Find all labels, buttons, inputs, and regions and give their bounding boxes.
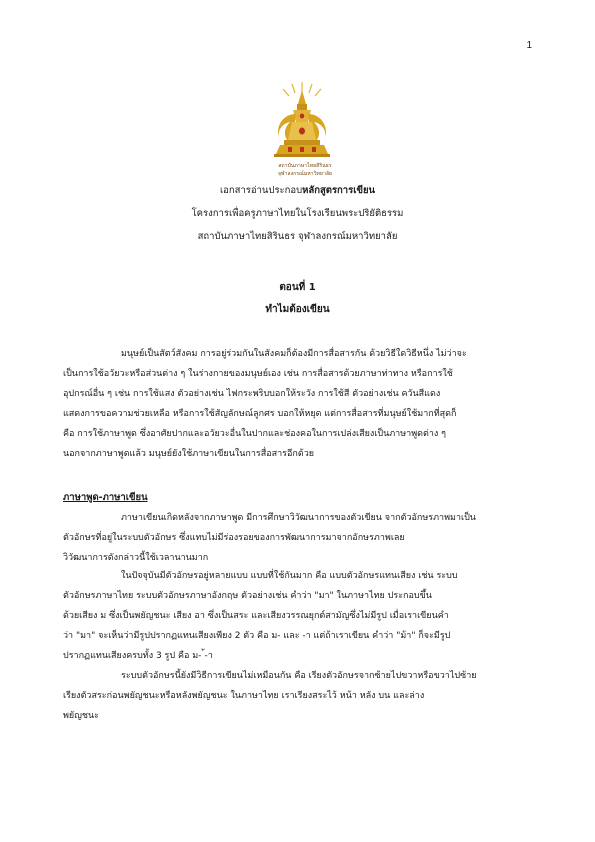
chapter-number: ตอนที่ 1 bbox=[279, 282, 316, 293]
section-heading: ภาษาพูด-ภาษาเขียน bbox=[63, 492, 148, 503]
intro-paragraph bbox=[63, 344, 533, 464]
header-line2: โครงการเพื่อครูภาษาไทยในโรงเรียนพระปริยัติธรรม bbox=[191, 208, 404, 219]
text-line: นอกจากภาษาพูดแล้ว มนุษย์ยังใช้ภาษาเขียนในการสื่อสารอีกด้วย bbox=[63, 449, 315, 459]
chapter-title: ทำไมต้องเขียน bbox=[265, 304, 330, 315]
text-line: วิวัฒนาการดังกล่าวนี้ใช้เวลานานมาก bbox=[63, 553, 209, 563]
text-line: ด้วยเสียง ม ซึ่งเป็นพยัญชนะ เสียง อา ซึ่งเป็นสระ และเสียงวรรณยุกต์สามัญซึ่งไม่มีรูป เมื่อเราเขียนคำ bbox=[63, 611, 449, 621]
text-line: ปรากฏแทนเสียงครบทั้ง 3 รูป คือ ม- ้-า bbox=[63, 651, 213, 661]
page-number: 1 bbox=[526, 40, 532, 51]
text-line: เป็นการใช้อวัยวะหรือส่วนต่าง ๆ ในร่างกายของมนุษย์เอง เช่น การสื่อสารด้วยภาษาท่าทาง หรือการใช้ bbox=[63, 369, 453, 379]
text-line: ระบบตัวอักษรนี้ยังมีวิธีการเขียนไม่เหมือนกัน คือ เรียงตัวอักษรจากซ้ายไปขวาหรือขวาไปซ้าย bbox=[121, 671, 477, 681]
header-line3: สถาบันภาษาไทยสิรินธร จุฬาลงกรณ์มหาวิทยาลัย bbox=[197, 231, 398, 242]
logo-text-line1: สถาบันภาษาไทยสิรินธร bbox=[278, 163, 332, 169]
section-paragraph-3 bbox=[63, 666, 533, 726]
header-line1-prefix: เอกสารอ่านประกอบ bbox=[219, 185, 303, 196]
chula-crown-seal-icon bbox=[252, 78, 352, 198]
text-line: พยัญชนะ bbox=[63, 711, 99, 721]
text-line: ภาษาเขียนเกิดหลังจากภาษาพูด มีการศึกษาวิวัฒนาการของตัวเขียน จากตัวอักษรภาพมาเป็น bbox=[121, 513, 476, 523]
text-line: ตัวอักษรที่อยู่ในระบบตัวอักษร ซึ่งแทบไม่มีร่องรอยของการพัฒนาการมาจากอักษรภาพเลย bbox=[63, 533, 405, 543]
text-line: ว่า "มา" จะเห็นว่ามีรูปปรากฏแทนเสียงเพียง 2 ตัว คือ ม- และ -า แต่ถ้าเราเขียน คำว่า "ม้า" ก็จะมีรูป bbox=[63, 631, 451, 641]
text-line: แสดงการขอความช่วยเหลือ หรือการใช้สัญลักษณ์ลูกศร บอกให้หยุด แต่การสื่อสารที่มนุษย์ใช้มากที่สุดก็ bbox=[63, 409, 457, 419]
section-paragraph-1 bbox=[63, 508, 533, 568]
text-line: เรียงตัวสระก่อนพยัญชนะหรือหลังพยัญชนะ ในภาษาไทย เราเรียงสระไว้ หน้า หลัง บน และล่าง bbox=[63, 691, 425, 701]
text-line: ตัวอักษรภาษาไทย ระบบตัวอักษรภาษาอังกฤษ ตัวอย่างเช่น คำว่า "มา" ในภาษาไทย ประกอบขึ้น bbox=[63, 591, 432, 601]
text-line: ในปัจจุบันมีตัวอักษรอยู่หลายแบบ แบบที่ใช้กันมาก คือ แบบตัวอักษรแทนเสียง เช่น ระบบ bbox=[121, 571, 458, 581]
text-line: อุปกรณ์อื่น ๆ เช่น การใช้แสง ตัวอย่างเช่น ไฟกระพริบบอกให้ระวัง การใช้สี ตัวอย่างเช่น ควันสีแดง bbox=[63, 389, 441, 399]
header-line1 bbox=[60, 186, 535, 196]
section-paragraph-2 bbox=[63, 566, 533, 666]
text-line: มนุษย์เป็นสัตว์สังคม การอยู่ร่วมกันในสังคมก็ต้องมีการสื่อสารกัน ด้วยวิธีใดวิธีหนึ่ง ไม่ว่าจะ bbox=[121, 349, 467, 359]
header-line1-bold: หลักสูตรการเขียน bbox=[302, 185, 376, 196]
logo-text-line2: จุฬาลงกรณ์มหาวิทยาลัย bbox=[277, 171, 333, 177]
text-line: คือ การใช้ภาษาพูด ซึ่งอาศัยปากและอวัยวะอื่นในปากและช่องคอในการเปล่งเสียงเป็นภาษาพูดต่าง ๆ bbox=[63, 429, 446, 439]
